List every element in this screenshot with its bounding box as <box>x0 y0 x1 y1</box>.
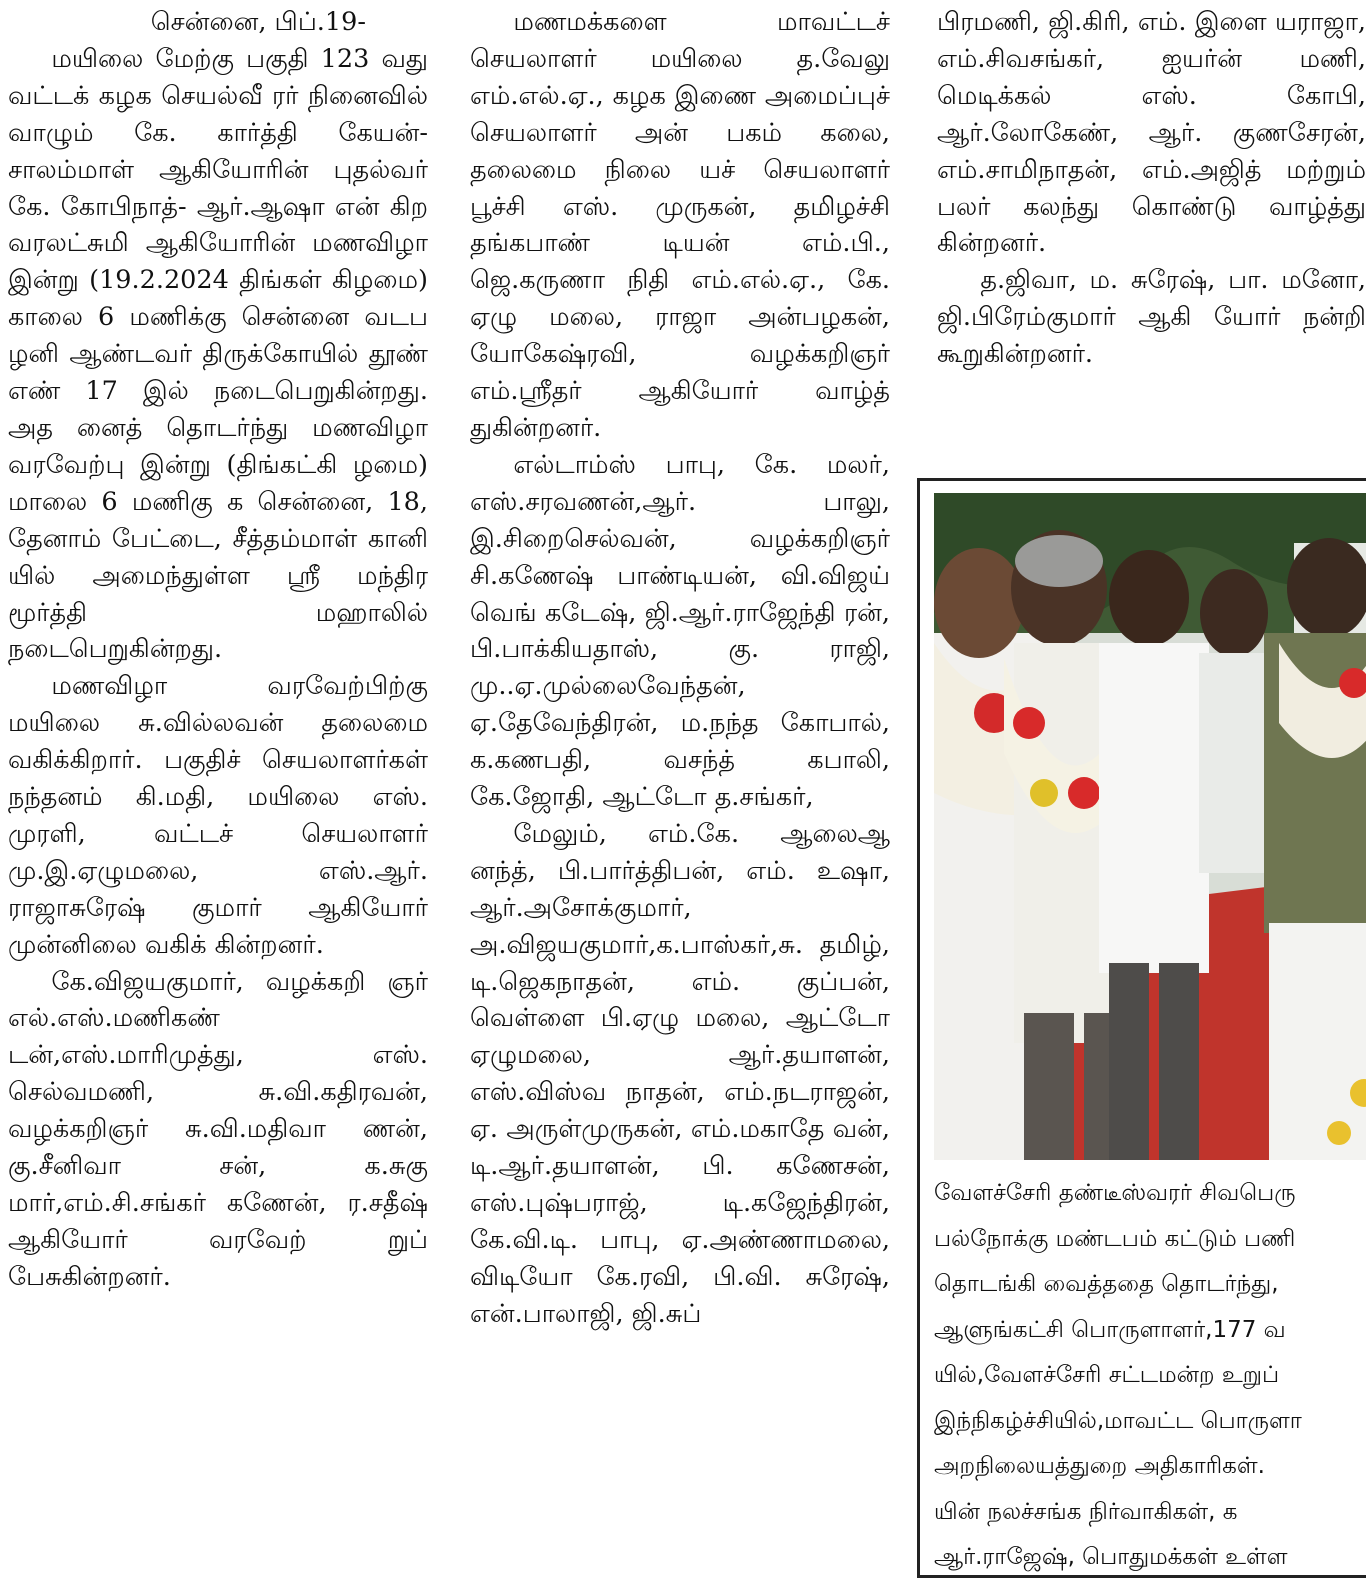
paragraph: பிரமணி, ஜி.கிரி, எம். இளை யராஜா, எம்.சிவசங்கர், ஐயர்ன் மணி, மெடிக்கல் எஸ். கோபி, ஆர்.லோகேண், ஆர். குணசேரன், எம்.சாமிநாதன், எம்.அஜித் மற்றும் பலர் கலந்து கொண்டு வாழ்த்து கின்றனர். <box>937 7 1366 259</box>
article-column-2 <box>470 4 890 1333</box>
caption-line: யில்,வேளச்சேரி சட்டமன்ற உறுப் <box>934 1362 1280 1388</box>
article-column-3 <box>937 4 1366 373</box>
photo-caption <box>934 1171 1366 1581</box>
paragraph: மயிலை மேற்கு பகுதி 123 வது வட்டக் கழக செயல்வீ ரர் நினைவில் வாழும் கே. கார்த்தி கேயன்- சாலம்மாள் ஆகியோரின் புதல்வர் கே. கோபிநாத்- ஆர்.ஆஷா என் கிற வரலட்சுமி ஆகியோரின் மணவிழா இன்று (19.2.2024 திங்கள் கிழமை) காலை 6 மணிக்கு சென்னை வடப ழனி ஆண்டவர் திருக்கோயில் தூண் எண் 17 இல் நடைபெறுகின்றது. அத னைத் தொடர்ந்து மணவிழா வரவேற்பு இன்று (திங்கட்கி ழமை) மாலை 6 மணிகு க சென்னை, 18, தேனாம் பேட்டை, சீத்தம்மாள் கானி யில் அமைந்துள்ள ஸ்ரீ மந்திர மூர்த்தி மஹாலில் நடைபெறுகின்றது. <box>8 43 428 665</box>
caption-line: ஆர்.ராஜேஷ், பொதுமக்கள் உள்ள <box>934 1544 1288 1570</box>
caption-line: பல்நோக்கு மண்டபம் கட்டும் பணி <box>934 1225 1296 1252</box>
caption-line: அறநிலையத்துறை அதிகாரிகள். <box>934 1453 1265 1479</box>
caption-line: தொடங்கி வைத்ததை தொடர்ந்து, <box>934 1271 1279 1297</box>
photo-box <box>917 478 1366 1578</box>
paragraph: த.ஜிவா, ம. சுரேஷ், பா. மனோ, ஜி.பிரேம்குமார் ஆகி யோர் நன்றி கூறுகின்றனர். <box>937 265 1366 370</box>
news-photo <box>934 493 1366 1160</box>
article-column-1 <box>8 4 428 1296</box>
caption-line: வேளச்சேரி தண்டீஸ்வரர் சிவபெரு <box>934 1180 1296 1206</box>
caption-line: ஆளுங்கட்சி பொருளாளர்,177 வ <box>934 1316 1286 1343</box>
caption-line: இந்நிகழ்ச்சியில்,மாவட்ட பொருளா <box>934 1407 1302 1434</box>
caption-line: யின் நலச்சங்க நிர்வாகிகள், க <box>934 1498 1238 1525</box>
paragraph: கே.விஜயகுமார், வழக்கறி ஞர் எல்.எஸ்.மணிகண் டன்,எஸ்.மாரிமுத்து, எஸ். செல்வமணி, சு.வி.கதிரவன், வழக்கறிஞர் சு.வி.மதிவா ணன், கு.சீனிவா சன், க.சுகு மார்,எம்.சி.சங்கர் கணேன், ர.சதீஷ் ஆகியோர் வரவேற் றுப் பேசுகின்றனர். <box>8 966 428 1292</box>
paragraph: எல்டாம்ஸ் பாபு, கே. மலர், எஸ்.சரவணன்,ஆர். பாலு, இ.சிறைசெல்வன், வழக்கறிஞர் சி.கணேஷ் பாண்டியன், வி.விஜய் வெங் கடேஷ், ஜி.ஆர்.ராஜேந்தி ரன், பி.பாக்கியதாஸ், கு. ராஜி, மு..ஏ.முல்லைவேந்தன், ஏ.தேவேந்திரன், ம.நந்த கோபால், க.கணபதி, வசந்த் கபாலி, கே.ஜோதி, ஆட்டோ த.சங்கர், <box>470 449 890 813</box>
paragraph: மணமக்களை மாவட்டச் செயலாளர் மயிலை த.வேலு எம்.எல்.ஏ., கழக இணை அமைப்புச் செயலாளர் அன் பகம் கலை, தலைமை நிலை யச் செயலாளர் பூச்சி எஸ். முருகன், தமிழச்சி தங்கபாண் டியன் எம்.பி., ஜெ.கருணா நிதி எம்.எல்.ஏ., கே. ஏழு மலை, ராஜா அன்பழகன், யோகேஷ்ரவி, வழக்கறிஞர் எம்.ஸ்ரீதர் ஆகியோர் வாழ்த் துகின்றனர். <box>470 7 890 443</box>
paragraph: மணவிழா வரவேற்பிற்கு மயிலை சு.வில்லவன் தலைமை வகிக்கிறார். பகுதிச் செயலாளர்கள் நந்தனம் கி.மதி, மயிலை எஸ். முரளி, வட்டச் செயலாளர் மு.இ.ஏழுமலை, எஸ்.ஆர். ராஜாசுரேஷ் குமார் ஆகியோர் முன்னிலை வகிக் கின்றனர். <box>8 671 428 960</box>
paragraph: மேலும், எம்.கே. ஆலைஆ னந்த், பி.பார்த்திபன், எம். உஷா, ஆர்.அசோக்குமார், அ.விஜயகுமார்,க.பாஸ்கர்,சு. தமிழ், டி.ஜெகநாதன், எம். குப்பன், வெள்ளை பி.ஏழு மலை, ஆட்டோ ஏழுமலை, ஆர்.தயாளன், எஸ்.விஸ்வ நாதன், எம்.நடராஜன், ஏ. அருள்முருகன், எம்.மகாதே வன், டி.ஆர்.தயாளன், பி. கணேசன், எஸ்.புஷ்பராஜ், டி.கஜேந்திரன், கே.வி.டி. பாபு, ஏ.அண்ணாமலை, விடியோ கே.ரவி, பி.வி. சுரேஷ், என்.பாலாஜி, ஜி.சுப் <box>470 818 890 1329</box>
dateline: சென்னை, பிப்.19- <box>150 7 366 37</box>
